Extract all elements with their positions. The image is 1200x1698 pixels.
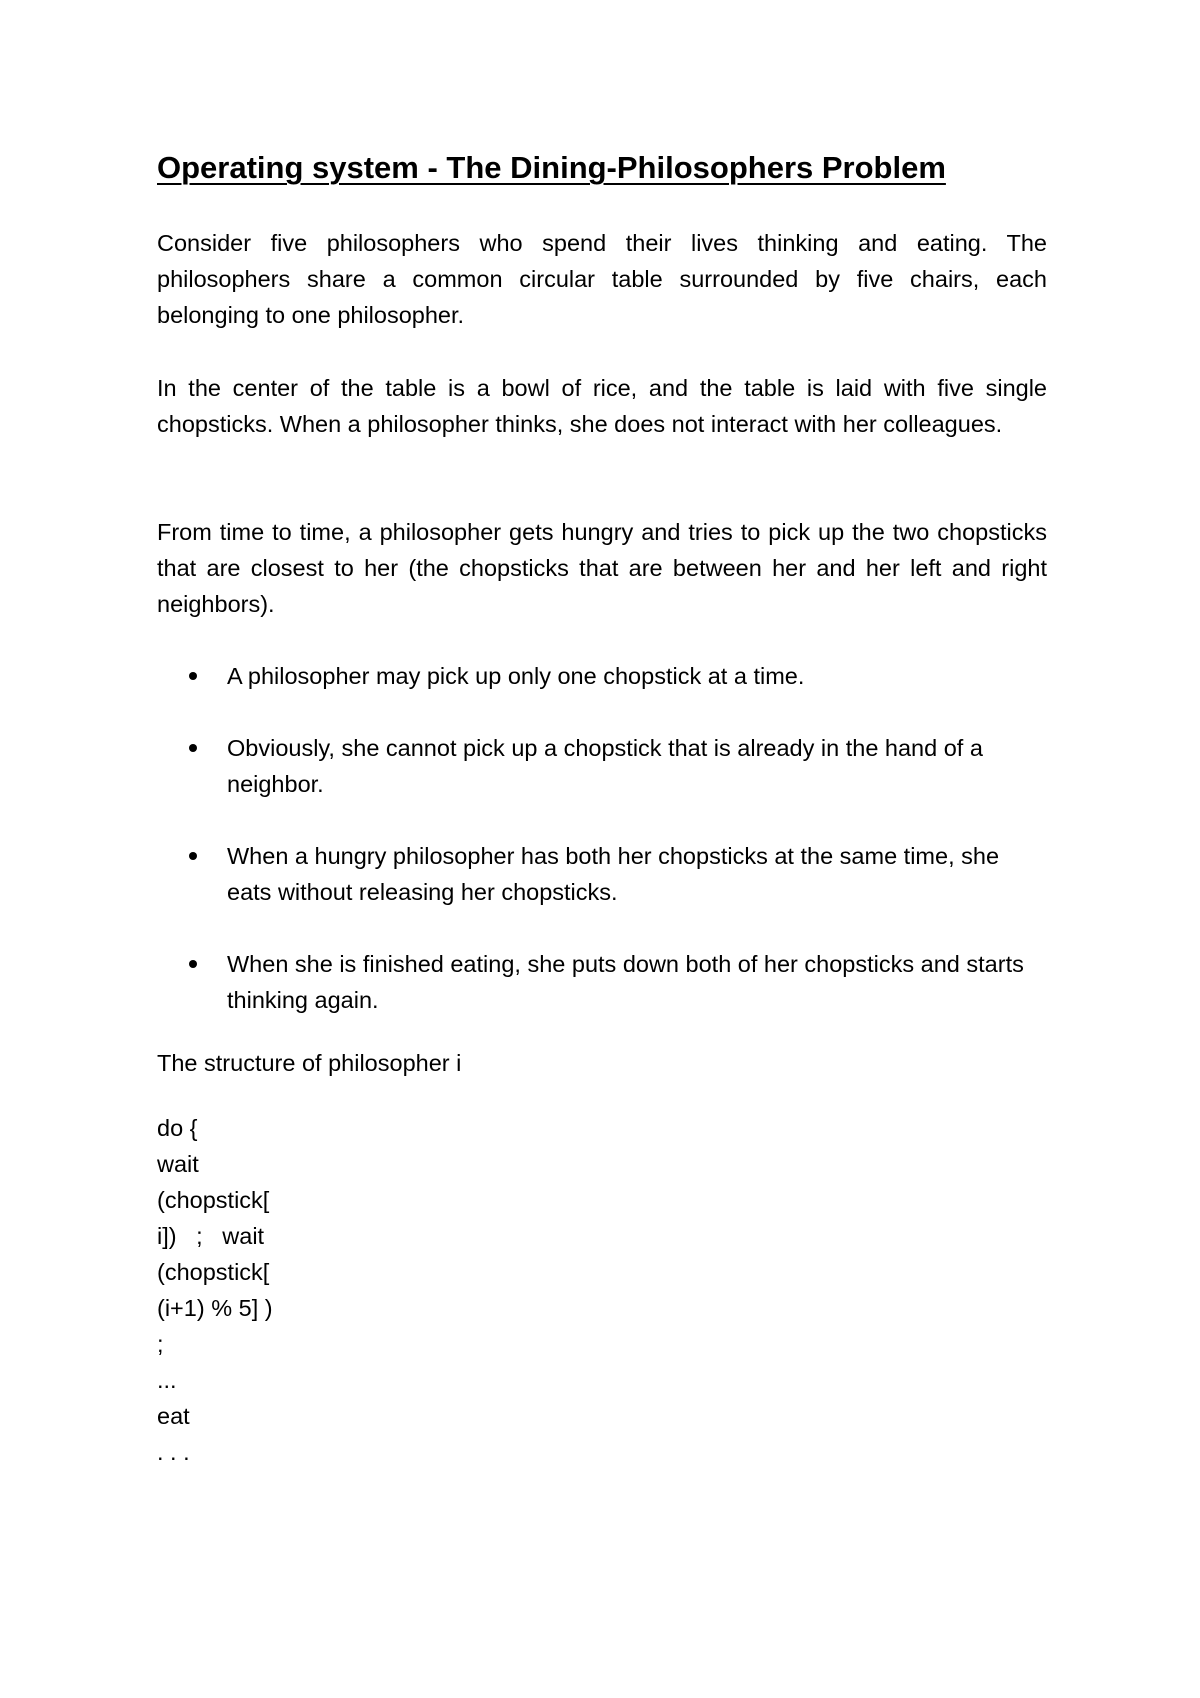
code-line: . . . xyxy=(157,1439,190,1465)
list-item-text: When a hungry philosopher has both her chopsticks at the same time, she eats without releasing her chopsticks. xyxy=(227,843,1000,905)
code-line: ; xyxy=(157,1331,164,1357)
list-item-text: Obviously, she cannot pick up a chopstick that is already in the hand of a neighbor. xyxy=(227,735,983,797)
rules-list xyxy=(157,658,1047,1054)
bullet-icon xyxy=(189,852,197,860)
bullet-icon xyxy=(189,672,197,680)
paragraph-table: In the center of the table is a bowl of rice, and the table is laid with five single chopsticks. When a philosopher thinks, she does not interact with her colleagues. xyxy=(157,375,1047,437)
code-line: wait xyxy=(157,1151,199,1177)
list-item xyxy=(157,658,1047,694)
bullet-icon xyxy=(189,960,197,968)
list-item xyxy=(157,730,1047,802)
code-line: eat xyxy=(157,1403,190,1429)
code-line: (chopstick[ xyxy=(157,1259,270,1285)
structure-heading: The structure of philosopher i xyxy=(157,1050,462,1076)
code-line: i]) ; wait xyxy=(157,1223,265,1249)
code-line: (chopstick[ xyxy=(157,1187,270,1213)
list-item-text: A philosopher may pick up only one chopstick at a time. xyxy=(227,663,805,689)
bullet-icon xyxy=(189,744,197,752)
list-item xyxy=(157,838,1047,910)
document-title: Operating system - The Dining-Philosophers Problem xyxy=(157,150,946,185)
paragraph-intro: Consider five philosophers who spend their lives thinking and eating. The philosophers share a common circular table surrounded by five chairs, each belonging to one philosopher. xyxy=(157,230,1047,328)
list-item xyxy=(157,946,1047,1018)
list-item-text: When she is finished eating, she puts down both of her chopsticks and starts thinking again. xyxy=(227,951,1024,1013)
paragraph-hungry: From time to time, a philosopher gets hungry and tries to pick up the two chopsticks that are closest to her (the chopsticks that are between her and her left and right neighbors). xyxy=(157,519,1047,617)
code-line: do { xyxy=(157,1115,198,1141)
code-line: (i+1) % 5] ) xyxy=(157,1295,273,1321)
code-line: ... xyxy=(157,1367,177,1393)
code-block xyxy=(157,1110,273,1470)
